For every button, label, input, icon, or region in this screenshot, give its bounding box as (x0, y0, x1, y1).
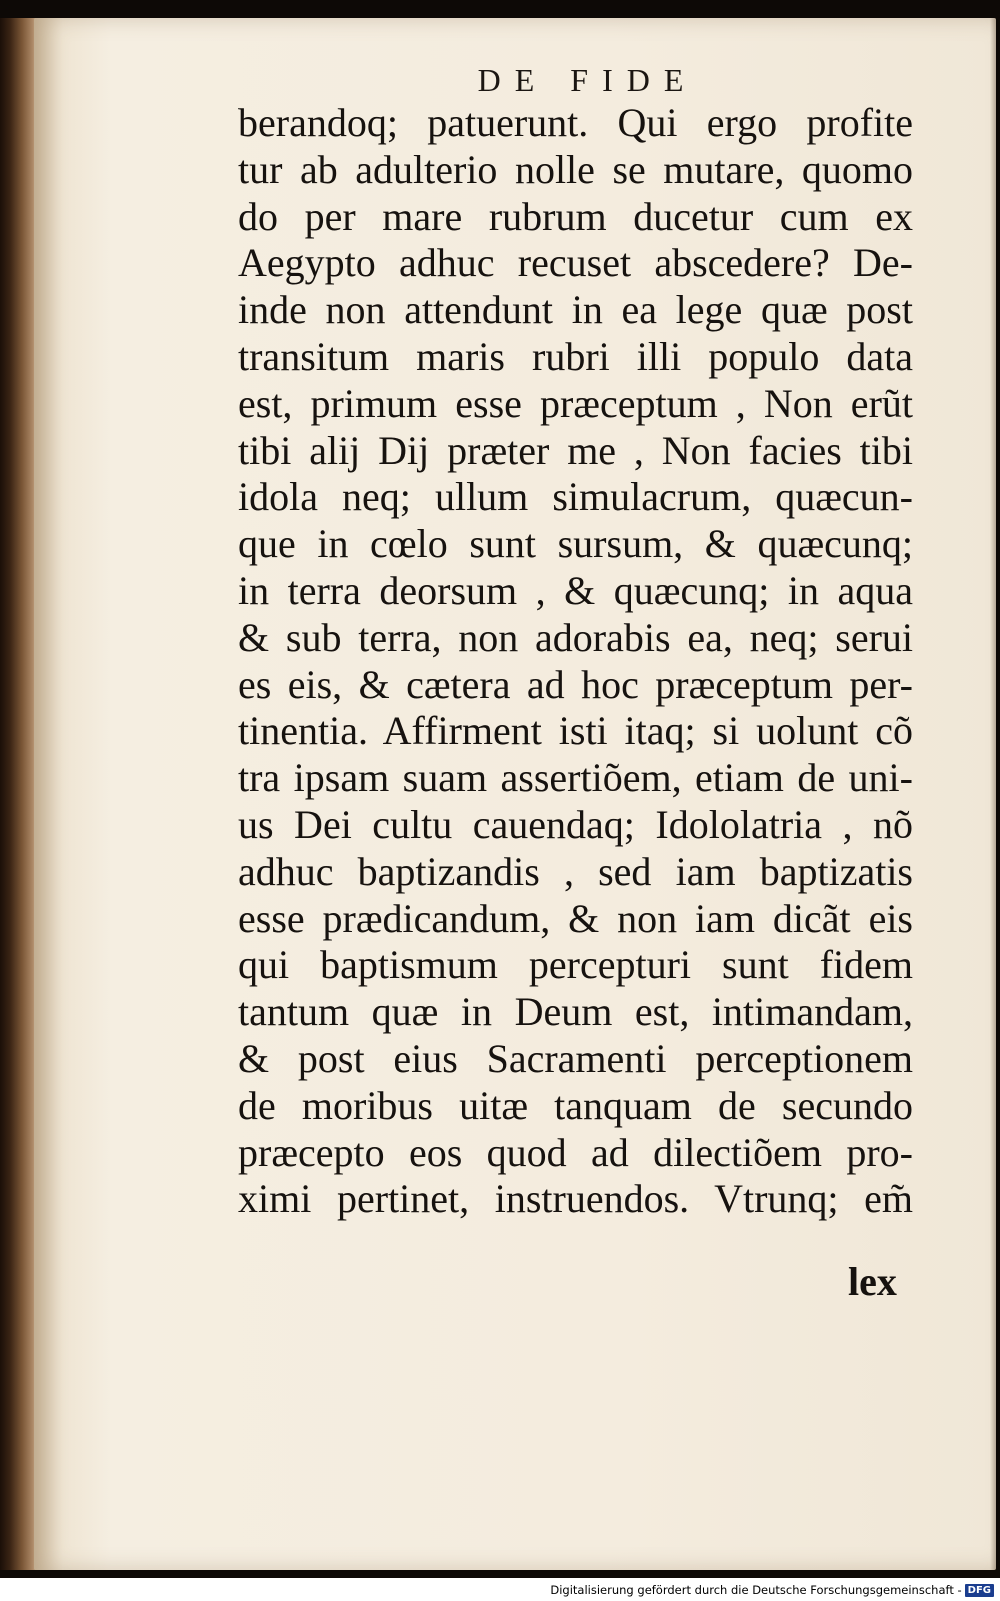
text-line: es eis, & cætera ad hoc præceptum per- (238, 661, 913, 707)
running-head-text: DE FIDE (477, 62, 698, 98)
text-line: idola neq; ullum simulacrum, quæcun- (238, 474, 913, 520)
text-line: qui baptismum percepturi sunt fidem (238, 942, 913, 988)
text-line: tantum quæ in Deum est, intimandam, (238, 989, 913, 1035)
text-line: tur ab adulterio nolle se mutare, quomo (238, 146, 913, 192)
text-line: que in cœlo sunt sursum, & quæcunq; (238, 521, 913, 567)
text-line: us Dei cultu cauendaq; Idololatria , nõ (238, 801, 913, 847)
text-line: tinentia. Affirment isti itaq; si uolunt cõ (238, 708, 913, 754)
text-line: inde non attendunt in ea lege quæ post (238, 287, 913, 333)
digitization-credit (550, 1583, 994, 1597)
text-line: ximi pertinet, instruendos. Vtrunq; em̃ (238, 1176, 913, 1222)
text-line: do per mare rubrum ducetur cum ex (238, 193, 913, 239)
text-block (238, 100, 913, 1223)
text-line: Aegypto adhuc recuset abscedere? De- (238, 240, 913, 286)
text-line: esse prædicandum, & non iam dicãt eis (238, 895, 913, 941)
text-line: adhuc baptizandis , sed iam baptizatis (238, 848, 913, 894)
catchword: lex (848, 1259, 897, 1304)
text-line: & sub terra, non adorabis ea, neq; serui (238, 614, 913, 660)
dfg-logo: DFG (965, 1584, 994, 1597)
credit-text: Digitalisierung gefördert durch die Deutsche Forschungsgemeinschaft - (550, 1583, 962, 1597)
text-line: in terra deorsum , & quæcunq; in aqua (238, 567, 913, 613)
text-line: & post eius Sacramenti perceptionem (238, 1035, 913, 1081)
running-head (34, 62, 996, 99)
text-line: tibi alij Dij præter me , Non facies tibi (238, 427, 913, 473)
text-line: berandoq; patuerunt. Qui ergo profite (238, 100, 913, 145)
page-edge-shadow (990, 18, 996, 1570)
text-line: de moribus uitæ tanquam de secundo (238, 1082, 913, 1128)
text-line: tra ipsam suam assertiõem, etiam de uni- (238, 755, 913, 801)
text-line: præcepto eos quod ad dilectiõem pro- (238, 1129, 913, 1175)
text-line: transitum maris rubri illi populo data (238, 333, 913, 379)
text-line: est, primum esse præceptum , Non erũt (238, 380, 913, 426)
